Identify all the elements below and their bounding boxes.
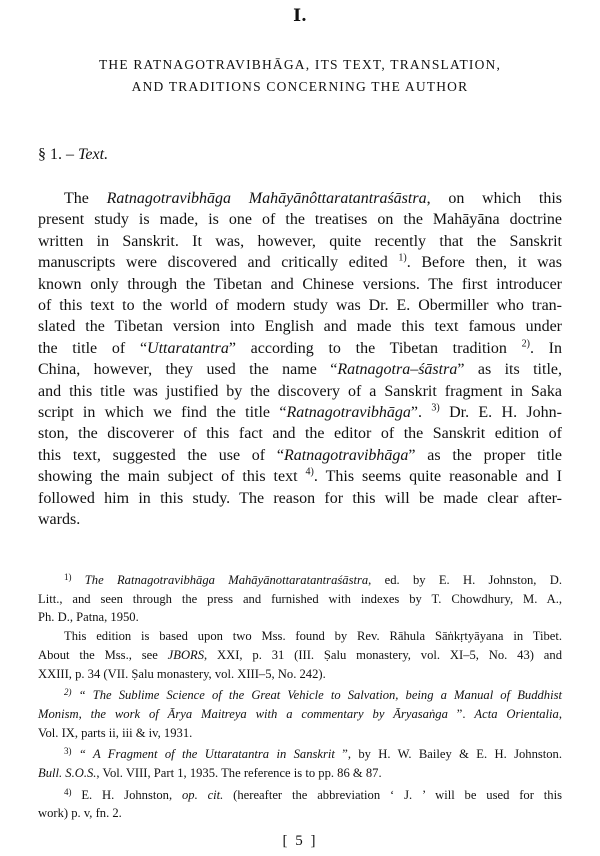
footnote-line bbox=[38, 646, 562, 665]
body-line bbox=[38, 338, 562, 359]
text-run: , XXI, p. 31 (III. Ṣalu monastery, vol. XI–5, No. 43) and bbox=[204, 647, 562, 662]
chapter-title-line-2: AND TRADITIONS CONCERNING THE AUTHOR bbox=[131, 79, 469, 94]
text-run: About the Mss., see bbox=[38, 647, 168, 662]
body-line: present study is made, is one of the treatises on the Mahāyāna doctrine bbox=[38, 211, 562, 229]
footnote-line: Litt., and seen through the press and furnished with indexes by T. Chowdhury, M. A., bbox=[38, 591, 562, 606]
body-line bbox=[38, 188, 562, 209]
footnote-line: XXIII, p. 34 (VII. Ṣalu monastery, vol. XIII–5, No. 242). bbox=[38, 666, 326, 681]
footnote-line: Ph. D., Patna, 1950. bbox=[38, 610, 139, 625]
footnote-mark: 3) bbox=[64, 746, 72, 757]
text-run: , bbox=[558, 706, 563, 721]
text-run: The bbox=[64, 190, 107, 207]
footnote-1 bbox=[38, 568, 562, 590]
text-run: , on which this bbox=[426, 190, 562, 207]
text-run: E. H. Johnston, bbox=[71, 787, 182, 802]
body-line: known only through the Tibetan and Chinese versions. The first introducer bbox=[38, 275, 562, 293]
italic-title: Ratnagotra–śāstra bbox=[337, 361, 458, 379]
italic-title: op. cit. bbox=[181, 787, 224, 802]
footnote-line bbox=[38, 764, 562, 783]
text-run: showing the main subject of this text bbox=[38, 468, 306, 486]
footnote-ref: 3) bbox=[431, 402, 440, 414]
text-run: manuscripts were discovered and critically edited bbox=[38, 254, 399, 272]
italic-title: Ratnagotravibhāga bbox=[283, 446, 409, 464]
text-run: , ed. by E. H. Johnston, D. bbox=[368, 573, 562, 587]
text-run: ”, by H. W. Bailey & E. H. Johnston. bbox=[334, 747, 563, 762]
section-heading bbox=[38, 146, 108, 164]
page-number: [ 5 ] bbox=[282, 833, 318, 849]
italic-title: Bull. S.O.S. bbox=[38, 766, 97, 781]
footnote-2 bbox=[38, 683, 562, 705]
italic-title: “ A Fragment of the Uttaratantra in Sanskrit bbox=[71, 747, 335, 762]
body-line bbox=[38, 359, 562, 380]
text-run: China, however, they used the name “ bbox=[38, 361, 338, 379]
text-run: ”. bbox=[447, 706, 475, 721]
body-line bbox=[38, 252, 562, 273]
body-line: and this title was justified by the discovery of a Sanskrit fragment in Saka bbox=[38, 382, 562, 400]
footnote-ref: 2) bbox=[521, 338, 530, 350]
text-run: , Vol. VIII, Part 1, 1935. The reference is to pp. 86 & 87. bbox=[96, 766, 382, 781]
footnote-4 bbox=[38, 783, 562, 805]
italic-title: Acta Orientalia bbox=[474, 706, 559, 721]
chapter-title bbox=[0, 54, 600, 98]
footnote-line bbox=[38, 705, 562, 724]
italic-title: Uttaratantra bbox=[147, 339, 229, 357]
footnote-mark: 2) bbox=[64, 687, 72, 698]
body-line bbox=[38, 402, 562, 423]
text-run: ” as the proper title bbox=[408, 446, 562, 464]
footnote-mark: 4) bbox=[64, 786, 72, 797]
text-run: . Before then, it was bbox=[406, 254, 562, 272]
footnotes bbox=[38, 568, 562, 823]
body-line: ston, the discoverer of this fact and the editor of the Sanskrit edition of bbox=[38, 425, 562, 443]
body-paragraph bbox=[38, 188, 562, 531]
section-title: Text. bbox=[78, 146, 109, 163]
text-run: this text, suggested the use of “ bbox=[38, 446, 284, 464]
body-line: of this text to the world of modern study was Dr. E. Obermiller who tran- bbox=[38, 297, 562, 315]
section-number: § 1. – bbox=[38, 146, 74, 163]
chapter-number: I. bbox=[293, 6, 307, 26]
text-run: ” as its title, bbox=[457, 361, 562, 379]
body-line bbox=[38, 466, 562, 487]
body-line: wards. bbox=[38, 511, 81, 529]
italic-title: Ratnagotravibhāga bbox=[286, 404, 411, 422]
body-line: written in Sanskrit. It was, however, quite recently that the Sanskrit bbox=[38, 232, 562, 250]
text-run: “ The Sublime Science of the Great Vehicle to Salvation, being a Manual of Buddhist bbox=[71, 688, 562, 703]
body-line: followed him in this study. The reason for this will be made clear after- bbox=[38, 489, 562, 507]
body-line bbox=[38, 445, 562, 466]
footnote-mark: 1) bbox=[64, 572, 72, 582]
footnote-line: work) p. v, fn. 2. bbox=[38, 806, 122, 821]
text-run: . In bbox=[529, 339, 563, 357]
chapter-title-line-1: THE RATNAGOTRAVIBHĀGA, ITS TEXT, TRANSLATION, bbox=[98, 57, 502, 72]
footnote-line: Vol. IX, parts ii, iii & iv, 1931. bbox=[38, 725, 193, 740]
text-run: ”. bbox=[410, 404, 432, 422]
italic-title: The Ratnagotravibhāga Mahāyānottaratantraśāstra bbox=[84, 573, 369, 587]
text-run: Dr. E. H. John- bbox=[439, 404, 562, 422]
italic-title: JBORS bbox=[167, 647, 205, 662]
footnote-ref: 4) bbox=[305, 466, 314, 478]
text-run: the title of “ bbox=[38, 339, 148, 357]
italic-title: Ratnagotravibhāga Mahāyānôttaratantraśāstra bbox=[106, 190, 427, 207]
text-run: (hereafter the abbreviation ‘ J. ’ will be used for this bbox=[223, 787, 562, 802]
text-run: ” according to the Tibetan tradition bbox=[228, 339, 522, 357]
body-line: slated the Tibetan version into English and made this text famous under bbox=[38, 318, 562, 336]
footnote-3 bbox=[38, 742, 562, 764]
text-run: . This seems quite reasonable and I bbox=[313, 468, 562, 486]
italic-title: Monism, the work of Ārya Maitreya with a commentary by Āryasaṅga bbox=[38, 706, 448, 721]
footnote-line: This edition is based upon two Mss. found by Rev. Rāhula Sāṅkṛtyāyana in Tibet. bbox=[64, 629, 562, 644]
text-run: script in which we find the title “ bbox=[38, 404, 287, 422]
footnote-ref: 1) bbox=[398, 252, 407, 264]
